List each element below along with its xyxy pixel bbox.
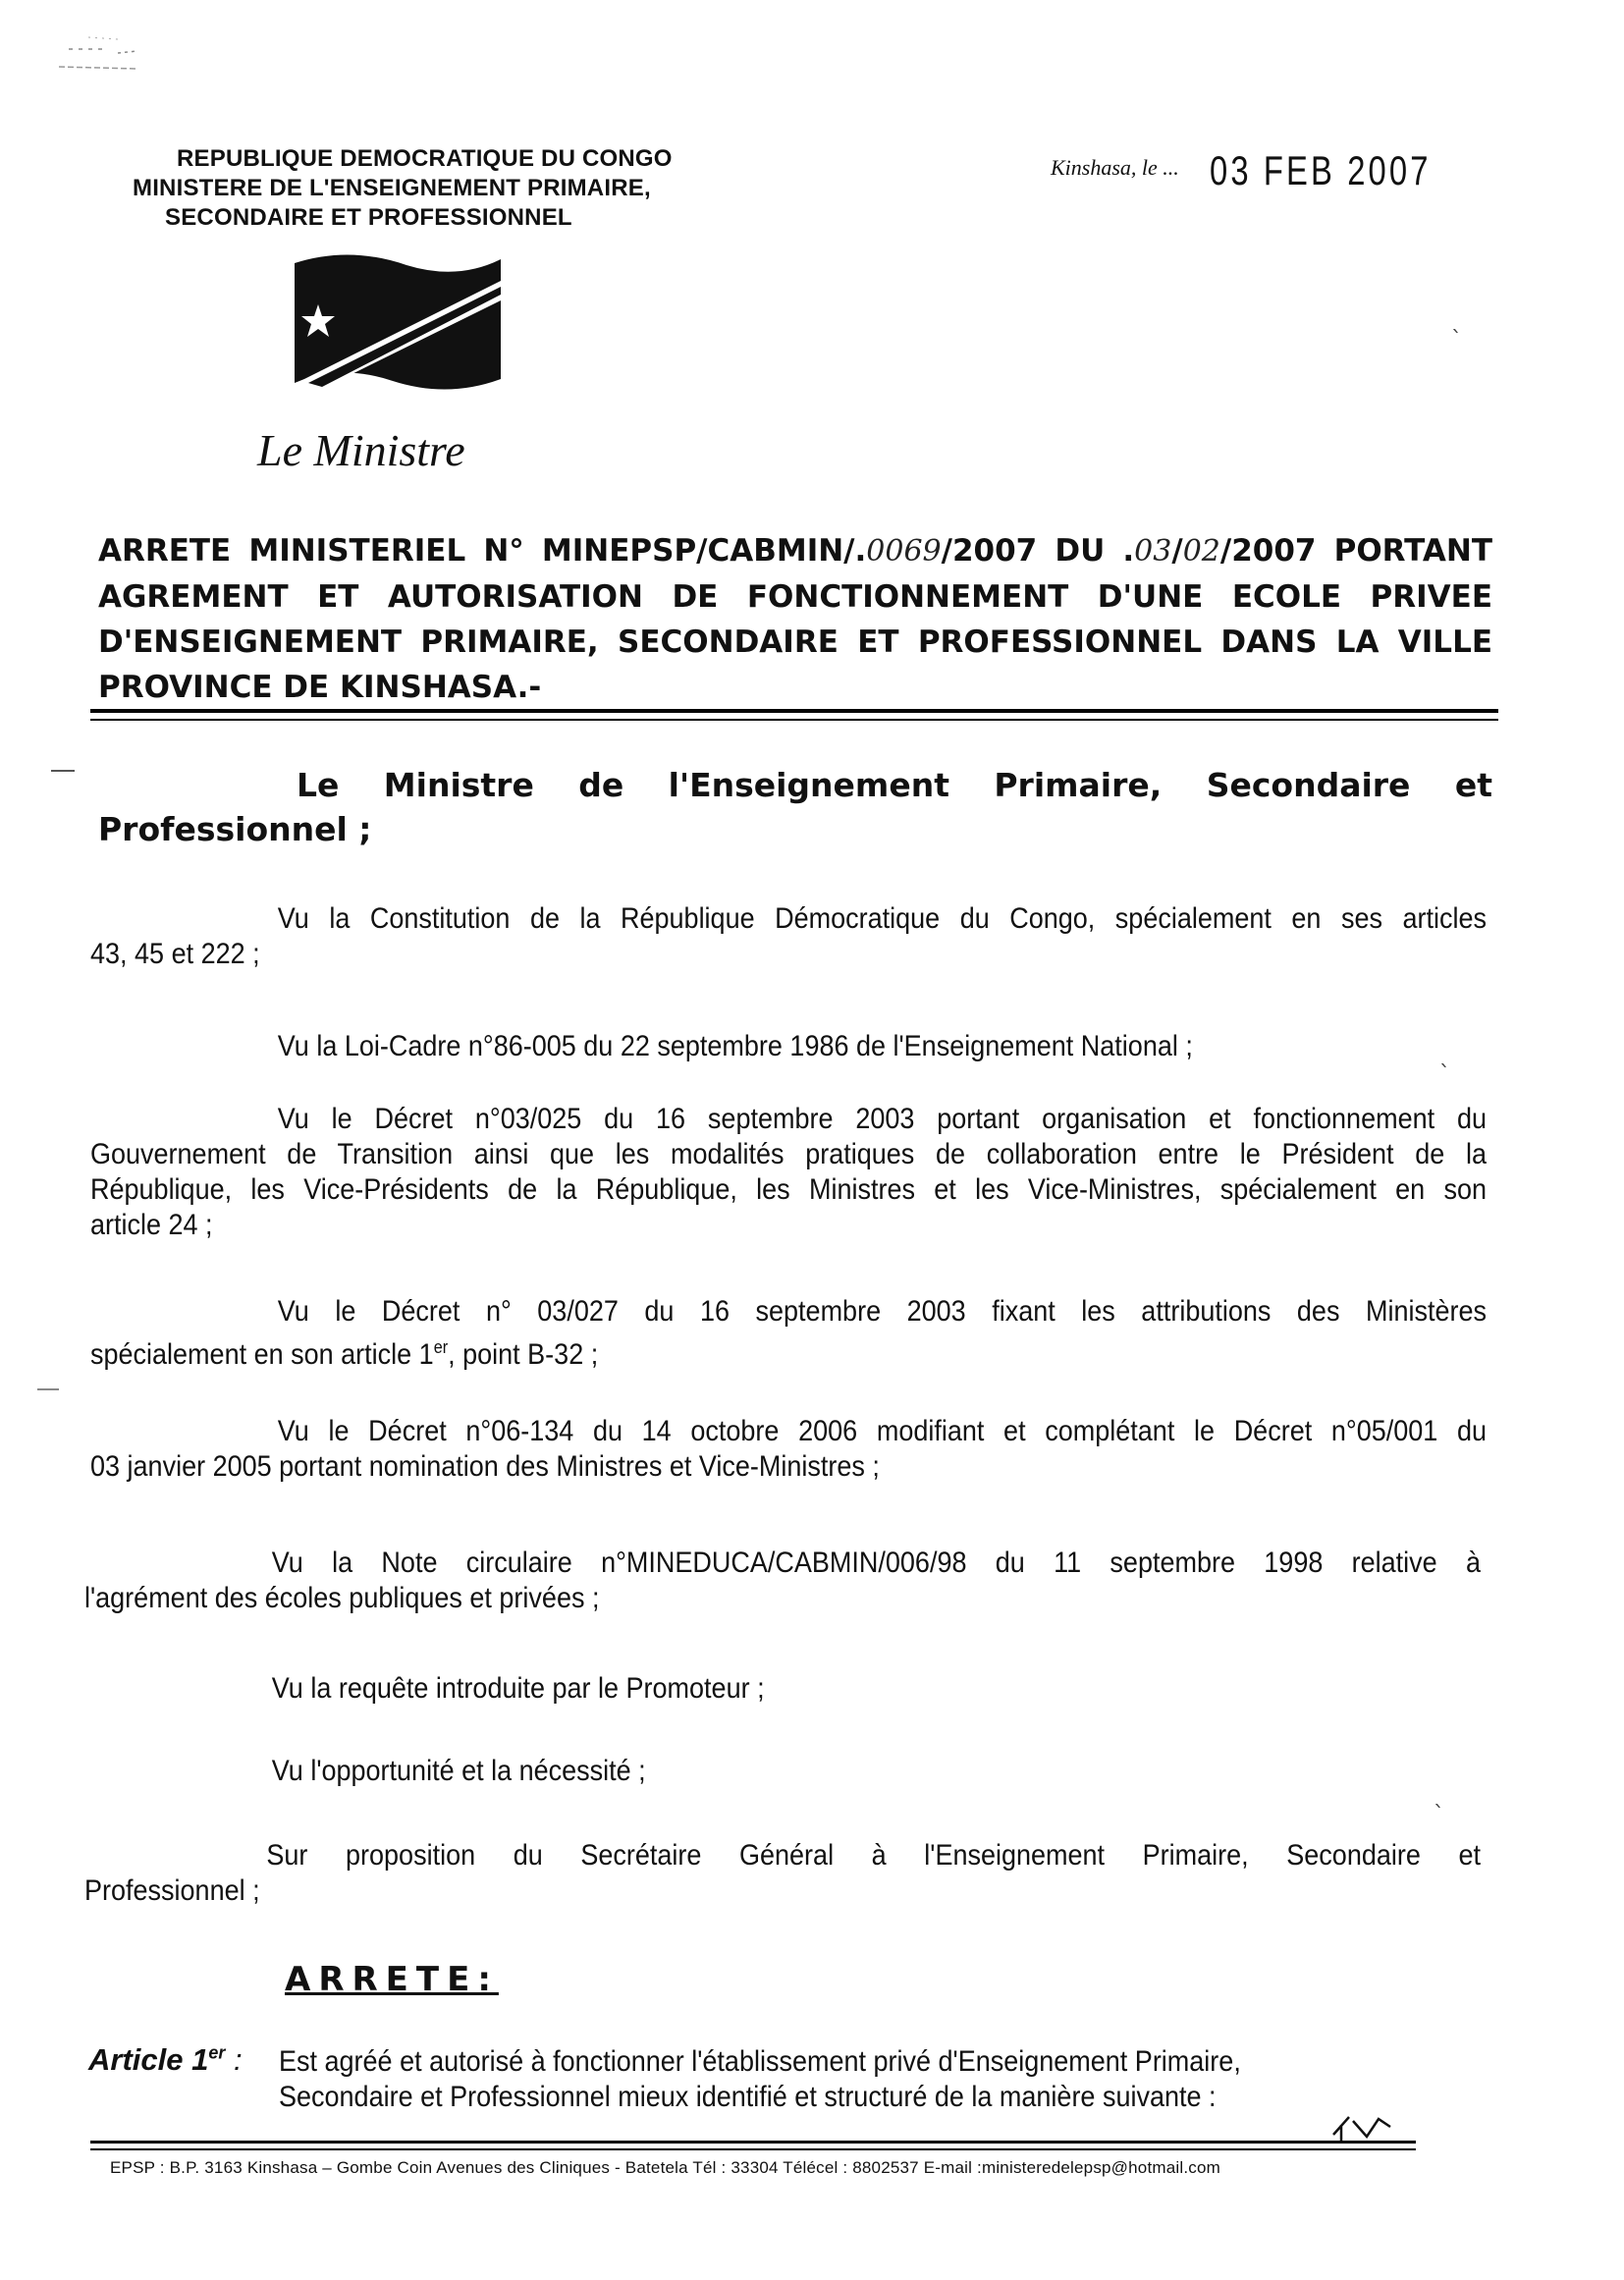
article-1-line-2: Secondaire et Professionnel mieux identifié et structuré de la manière suivante :	[279, 2081, 1217, 2113]
consideration-3-line-2: Gouvernement de Transition ainsi que les modalités pratiques de collaboration entre le Président de la	[90, 1138, 1487, 1170]
consideration-9	[84, 1838, 1481, 1909]
consideration-3	[90, 1102, 1487, 1243]
drc-flag-emblem	[291, 244, 507, 401]
margin-dash	[51, 770, 75, 772]
consideration-4-text-end: , point B-32 ;	[448, 1338, 599, 1371]
date-stamp: 03 FEB 2007	[1210, 147, 1432, 193]
consideration-6-line-2: l'agrément des écoles publiques et privées ;	[84, 1582, 600, 1614]
decree-title-part: /2007 PORTANT	[1219, 533, 1492, 569]
article-1-label-colon: :	[225, 2042, 243, 2077]
decree-number-handwritten: 0069	[866, 534, 942, 569]
consideration-4-line-1: Vu le Décret n° 03/027 du 16 septembre 2003 fixant les attributions des Ministères	[277, 1295, 1487, 1328]
decree-title	[98, 528, 1492, 710]
consideration-7-line-1: Vu la requête introduite par le Promoteur ;	[271, 1672, 765, 1705]
preamble-line-2: Professionnel ;	[98, 810, 372, 848]
consideration-1-line-1: Vu la Constitution de la République Démocratique du Congo, spécialement en ses articles	[277, 902, 1487, 935]
preamble-line-1: Le Ministre de l'Enseignement Primaire, Secondaire et	[297, 766, 1492, 804]
consideration-4-line-2	[90, 1330, 1487, 1373]
decree-title-line-2: AGREMENT ET AUTORISATION DE FONCTIONNEMENT D'UNE ECOLE PRIVEE	[98, 579, 1492, 615]
title-rule-thin	[90, 719, 1498, 721]
consideration-6-line-1: Vu la Note circulaire n°MINEDUCA/CABMIN/006/98 du 11 septembre 1998 relative à	[271, 1547, 1481, 1579]
consideration-9-line-1: Sur proposition du Secrétaire Général à l'Enseignement Primaire, Secondaire et	[266, 1839, 1481, 1872]
consideration-5-line-1: Vu le Décret n°06-134 du 14 octobre 2006 modifiant et complétant le Décret n°05/001 du	[277, 1415, 1487, 1447]
consideration-9-line-2: Professionnel ;	[84, 1874, 260, 1907]
preamble	[98, 766, 1492, 848]
decree-title-sep: /	[1171, 533, 1183, 569]
consideration-3-line-3: République, les Vice-Présidents de la République, les Ministres et les Vice-Ministres, spécialement en son	[90, 1173, 1487, 1206]
article-1-label	[88, 2042, 243, 2078]
decree-title-line-3: D'ENSEIGNEMENT PRIMAIRE, SECONDAIRE ET PROFESSIONNEL DANS LA VILLE	[98, 624, 1492, 660]
scan-mark	[29, 18, 167, 86]
article-1-label-sup: er	[208, 2042, 226, 2063]
consideration-5-line-2: 03 janvier 2005 portant nomination des Ministres et Vice-Ministres ;	[90, 1450, 880, 1483]
consideration-5	[90, 1414, 1487, 1485]
minister-title: Le Ministre	[257, 425, 465, 475]
consideration-2	[90, 1029, 1487, 1064]
initials-mark	[1327, 2105, 1406, 2144]
scan-tick: `	[1434, 1803, 1444, 1827]
drc-flag-icon	[291, 244, 507, 401]
article-1-label-text: Article 1	[88, 2042, 209, 2077]
consideration-4	[90, 1294, 1487, 1373]
scan-mark-svg	[29, 18, 167, 86]
initials-icon	[1327, 2105, 1406, 2144]
decree-title-line-4: PROVINCE DE KINSHASA.-	[98, 670, 542, 705]
footer-contact: EPSP : B.P. 3163 Kinshasa – Gombe Coin Avenues des Cliniques - Batetela Tél : 33304 Télécel : 8802537 E-mail :ministeredelepsp@hotmail.com	[110, 2158, 1220, 2177]
footer-rule-thin	[90, 2148, 1416, 2150]
title-rule-thick	[90, 709, 1498, 713]
consideration-1-line-2: 43, 45 et 222 ;	[90, 938, 260, 970]
consideration-2-line-1: Vu la Loi-Cadre n°86-005 du 22 septembre 1986 de l'Enseignement National ;	[277, 1030, 1193, 1062]
footer-rule-thick	[90, 2141, 1416, 2144]
consideration-7	[84, 1671, 1481, 1707]
decree-title-part: ARRETE MINISTERIEL N° MINEPSP/CABMIN/.	[98, 533, 867, 569]
consideration-8	[84, 1754, 1481, 1789]
consideration-4-text: spécialement en son article 1	[90, 1338, 434, 1371]
header-line-3: SECONDAIRE ET PROFESSIONNEL	[165, 204, 572, 231]
superscript-er: er	[433, 1337, 449, 1357]
decree-title-line-1	[98, 528, 1492, 574]
consideration-3-line-1: Vu le Décret n°03/025 du 16 septembre 2003 portant organisation et fonctionnement du	[277, 1103, 1487, 1135]
margin-dash	[37, 1388, 59, 1390]
header-line-2: MINISTERE DE L'ENSEIGNEMENT PRIMAIRE,	[133, 175, 651, 201]
scan-tick: `	[1439, 1062, 1450, 1087]
article-1-text	[279, 2044, 1428, 2115]
consideration-1	[90, 901, 1487, 972]
date-prefix: Kinshasa, le ...	[1051, 155, 1179, 180]
decree-month-handwritten: 02	[1182, 534, 1220, 569]
date-stamp-wrap	[1210, 147, 1493, 194]
scan-tick: `	[1451, 328, 1462, 353]
consideration-3-line-4: article 24 ;	[90, 1209, 213, 1241]
header-line-1: REPUBLIQUE DEMOCRATIQUE DU CONGO	[177, 145, 673, 172]
decree-day-handwritten: 03	[1134, 534, 1172, 569]
arrete-heading: ARRETE:	[285, 1960, 499, 1999]
decree-title-part: /2007 DU .	[941, 533, 1135, 569]
article-1-line-1: Est agréé et autorisé à fonctionner l'établissement privé d'Enseignement Primaire,	[279, 2045, 1241, 2078]
consideration-8-line-1: Vu l'opportunité et la nécessité ;	[271, 1755, 646, 1787]
consideration-6	[84, 1546, 1481, 1616]
